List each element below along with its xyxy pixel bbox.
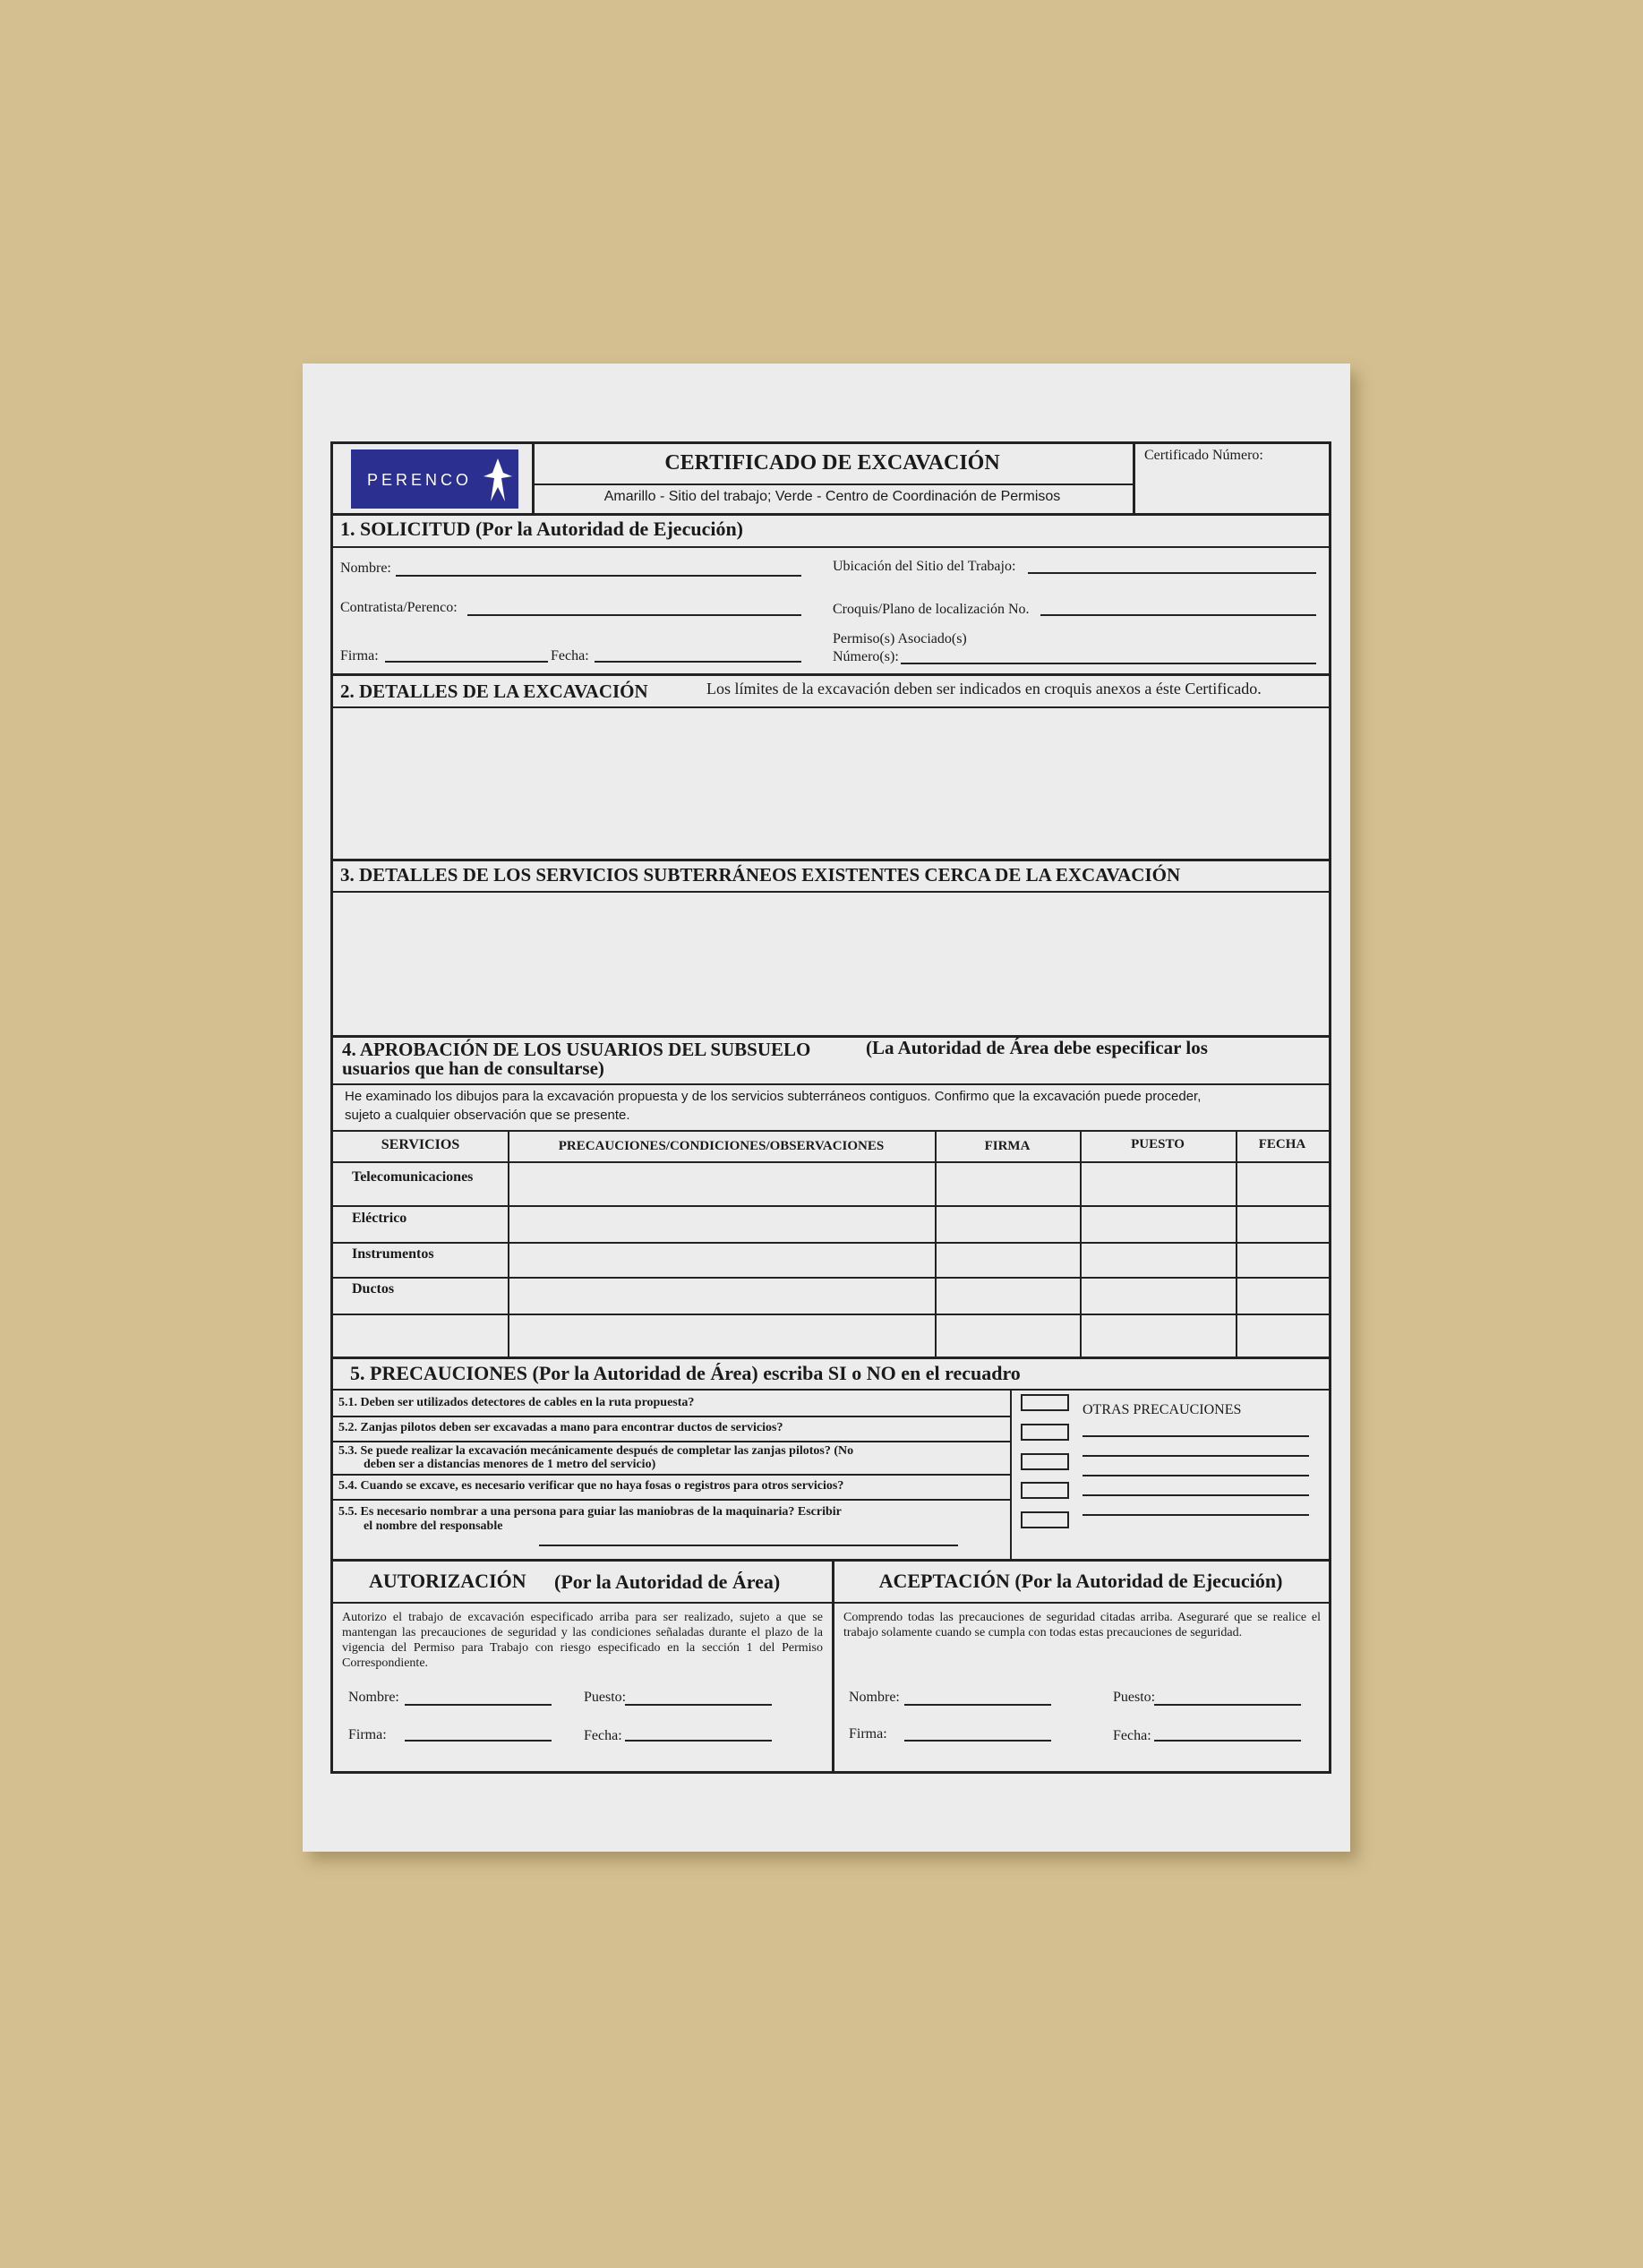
aceptacion-title: ACEPTACIÓN (Por la Autoridad de Ejecución)	[878, 1570, 1283, 1592]
fecha-field[interactable]	[595, 661, 801, 663]
autorizacion-text: Autorizo el trabajo de excavación especificado arriba para ser realizado, sujeto a que se mantengan las precauciones de seguridad y las condiciones señaladas durante el plazo de la vigencia del Permiso para Trabajo con riesgo especificado en la sección 1 del Permiso Correspondiente.	[342, 1611, 823, 1670]
precaution-5-3: 5.3. Se puede realizar la excavación mecánicamente después de completar las zanjas pilotos? (No	[338, 1444, 854, 1458]
logo-text: PERENCO	[367, 471, 473, 489]
ubicacion-label: Ubicación del Sitio del Trabajo:	[833, 559, 1016, 574]
copy-distribution-note: Amarillo - Sitio del trabajo; Verde - Centro de Coordinación de Permisos	[603, 489, 1061, 504]
auth-nombre-field[interactable]	[405, 1704, 552, 1706]
section-4-title-cont: usuarios que han de consultarse)	[342, 1057, 604, 1079]
otras-line-5[interactable]	[1082, 1514, 1309, 1516]
auth-fecha-label: Fecha:	[584, 1728, 622, 1743]
table-row-telecom: Telecomunicaciones	[352, 1169, 474, 1185]
section-2-title: 2. DETALLES DE LA EXCAVACIÓN	[340, 680, 648, 702]
nombre-field[interactable]	[396, 575, 801, 577]
otras-precauciones-label: OTRAS PRECAUCIONES	[1082, 1402, 1242, 1417]
table-row-instrumentos: Instrumentos	[352, 1246, 434, 1262]
excavation-details-area[interactable]	[333, 708, 1329, 857]
precaution-5-2: 5.2. Zanjas pilotos deben ser excavadas a mano para encontrar ductos de servicios?	[338, 1421, 783, 1434]
auth-firma-field[interactable]	[405, 1740, 552, 1742]
otras-line-3[interactable]	[1082, 1475, 1309, 1476]
croquis-label: Croquis/Plano de localización No.	[833, 602, 1030, 617]
col-puesto: PUESTO	[1131, 1137, 1185, 1151]
section-4-intro-1: He examinado los dibujos para la excavación propuesta y de los servicios subterráneos contiguos. Confirmo que la excavación puede proceder,	[345, 1089, 1202, 1104]
firma-label: Firma:	[340, 648, 379, 663]
section-4-title: 4. APROBACIÓN DE LOS USUARIOS DEL SUBSUELO	[342, 1039, 811, 1060]
table-row-electrico: Eléctrico	[352, 1211, 407, 1226]
numeros-label: Número(s):	[833, 649, 899, 664]
col-servicios: SERVICIOS	[381, 1137, 460, 1152]
answer-box-5-2[interactable]	[1021, 1424, 1069, 1441]
contratista-label: Contratista/Perenco:	[340, 600, 458, 615]
ermine-icon	[482, 457, 514, 503]
auth-nombre-label: Nombre:	[348, 1690, 399, 1705]
autorizacion-subtitle: (Por la Autoridad de Área)	[554, 1570, 781, 1593]
acep-nombre-label: Nombre:	[849, 1690, 900, 1705]
croquis-field[interactable]	[1040, 614, 1316, 616]
contratista-field[interactable]	[467, 614, 801, 616]
auth-fecha-field[interactable]	[625, 1740, 772, 1742]
perenco-logo	[351, 449, 518, 509]
autorizacion-title: AUTORIZACIÓN	[369, 1570, 526, 1592]
precaution-5-3-cont: deben ser a distancias menores de 1 metro del servicio)	[364, 1458, 656, 1471]
col-firma: FIRMA	[984, 1139, 1031, 1153]
section-1-title: 1. SOLICITUD (Por la Autoridad de Ejecución)	[340, 518, 744, 540]
acep-firma-field[interactable]	[904, 1740, 1051, 1742]
acep-puesto-field[interactable]	[1154, 1704, 1301, 1706]
col-fecha: FECHA	[1258, 1137, 1306, 1151]
underground-services-area[interactable]	[333, 893, 1329, 1035]
otras-line-2[interactable]	[1082, 1455, 1309, 1457]
table-row-ductos: Ductos	[352, 1281, 395, 1297]
auth-puesto-label: Puesto:	[584, 1690, 627, 1705]
auth-puesto-field[interactable]	[625, 1704, 772, 1706]
responsable-field[interactable]	[539, 1545, 958, 1546]
precaution-5-4: 5.4. Cuando se excave, es necesario verificar que no haya fosas o registros para otros servicios?	[338, 1479, 844, 1493]
numeros-field[interactable]	[901, 663, 1316, 664]
permisos-label: Permiso(s) Asociado(s)	[833, 631, 967, 646]
precaution-5-5: 5.5. Es necesario nombrar a una persona para guiar las maniobras de la maquinaria? Escribir	[338, 1505, 842, 1519]
section-5-title: 5. PRECAUCIONES (Por la Autoridad de Área) escriba SI o NO en el recuadro	[350, 1362, 1021, 1384]
section-4-intro-2: sujeto a cualquier observación que se presente.	[345, 1108, 630, 1123]
acep-firma-label: Firma:	[849, 1726, 887, 1742]
auth-firma-label: Firma:	[348, 1727, 387, 1742]
nombre-label: Nombre:	[340, 561, 391, 576]
answer-box-5-1[interactable]	[1021, 1394, 1069, 1411]
answer-box-5-4[interactable]	[1021, 1482, 1069, 1499]
excavation-certificate-form	[330, 441, 1331, 1774]
otras-line-1[interactable]	[1082, 1435, 1309, 1437]
firma-field[interactable]	[385, 661, 548, 663]
certificate-number-label: Certificado Número:	[1144, 448, 1263, 463]
col-precauciones: PRECAUCIONES/CONDICIONES/OBSERVACIONES	[558, 1139, 885, 1153]
fecha-label: Fecha:	[551, 648, 589, 663]
answer-box-5-3[interactable]	[1021, 1453, 1069, 1470]
acep-nombre-field[interactable]	[904, 1704, 1051, 1706]
acep-fecha-label: Fecha:	[1113, 1728, 1151, 1743]
ubicacion-field[interactable]	[1028, 572, 1316, 574]
precaution-5-1: 5.1. Deben ser utilizados detectores de cables en la ruta propuesta?	[338, 1396, 695, 1409]
precaution-5-5-cont: el nombre del responsable	[364, 1519, 503, 1533]
page-title: CERTIFICADO DE EXCAVACIÓN	[664, 451, 1000, 475]
section-3-title: 3. DETALLES DE LOS SERVICIOS SUBTERRÁNEOS EXISTENTES CERCA DE LA EXCAVACIÓN	[340, 864, 1181, 886]
acep-fecha-field[interactable]	[1154, 1740, 1301, 1742]
aceptacion-text: Comprendo todas las precauciones de seguridad citadas arriba. Aseguraré que se realice el trabajo solamente cuando se cumpla con todas estas precauciones de seguridad.	[843, 1611, 1321, 1639]
section-4-title-note: (La Autoridad de Área debe especificar los	[866, 1037, 1208, 1058]
otras-line-4[interactable]	[1082, 1494, 1309, 1496]
answer-box-5-5[interactable]	[1021, 1511, 1069, 1528]
section-2-note: Los límites de la excavación deben ser indicados en croquis anexos a éste Certificado.	[706, 680, 1262, 698]
acep-puesto-label: Puesto:	[1113, 1690, 1156, 1705]
